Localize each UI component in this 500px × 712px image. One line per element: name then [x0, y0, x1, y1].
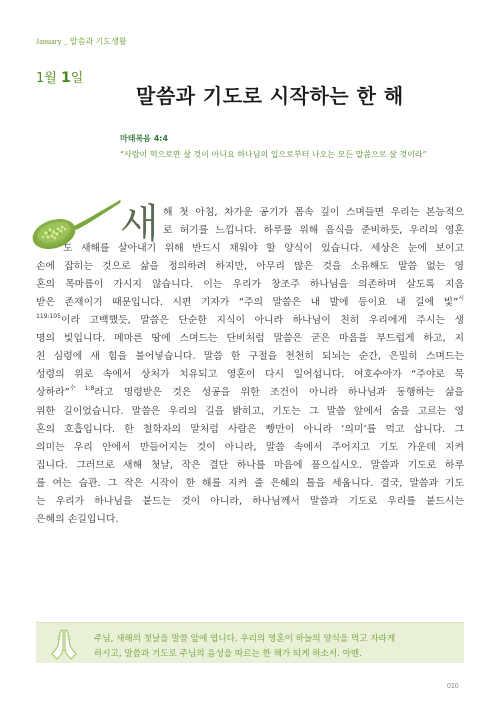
psalm-ref-a: 시 [458, 295, 464, 303]
body-line: 성령의 위로 속에서 상처가 치유되고 영혼이 다시 일어섭니다. 여호수아가 “주야로 묵 [36, 369, 464, 381]
body-line: 은혜의 손길입니다. [36, 513, 119, 525]
day-month: 1월 [36, 71, 57, 86]
body-line: 의미는 우리 안에서 만들어지는 것이 아니라, 말씀 속에서 주어지고 기도 가운데 지켜 [36, 441, 464, 453]
body-line: 혼의 목마름이 가시지 않습니다. 이는 우리가 창조주 하나님을 의존하며 살도록 지음 [36, 279, 464, 291]
body-line-text: 이라 고백했듯, 말씀은 단순한 지식이 아니라 하나님이 친히 우리에게 주시는 생 [60, 315, 464, 327]
body-line: 손에 잡히는 것으로 삶을 정의하려 하지만, 아무리 많은 것을 소유해도 말씀 없는 영 [36, 261, 464, 273]
body-line: 위한 길이었습니다. 말씀은 우리의 길을 밝히고, 기도는 그 말씀 앞에서 숨을 고르는 영 [36, 405, 464, 417]
praying-hands-icon [48, 627, 80, 661]
running-header: January _ 말씀과 기도생활 [36, 37, 127, 46]
day-label [36, 67, 83, 86]
body-text [36, 201, 464, 529]
joshua-ref: 수 1:8 [69, 385, 95, 393]
body-line [36, 294, 464, 312]
prayer-line: 하시고, 말씀과 기도로 주님의 음성을 따르는 한 해가 되게 하소서. 아멘. [94, 649, 362, 659]
body-line: 로 허기를 느낍니다. 하루를 위해 음식을 준비하듯, 우리의 영혼 [163, 225, 464, 237]
body-line: 혼의 호흡입니다. 한 철학자의 말처럼 사람은 빵만이 아니라 ‘의미’를 먹고 삽니다. 그 [36, 423, 464, 435]
body-line [36, 384, 464, 402]
day-number: 1 [60, 70, 71, 86]
body-line-text: 받은 존재이기 때문입니다. 시편 기자가 “주의 말씀은 내 발에 등이요 내 길에 빛” [36, 297, 459, 309]
prayer-line: 주님, 새해의 첫날을 말씀 앞에 엽니다. 우리의 영혼이 하늘의 양식을 먹고 자라게 [94, 634, 396, 644]
body-line: 를 여는 습관. 그 작은 시작이 한 해를 지켜 줄 은혜의 틀을 세웁니다. 결국, 말씀과 기도 [36, 477, 464, 489]
body-line-text: 상하라” [36, 387, 70, 399]
body-line: 집니다. 그러므로 새해 첫날, 작은 결단 하나를 마음에 품으십시오. 말씀과 기도로 하루 [36, 459, 464, 471]
body-line: 도 새해를 살아내기 위해 반드시 채워야 할 양식이 있습니다. 세상은 눈에 보이고 [63, 243, 464, 255]
page-title: 말씀과 기도로 시작하는 한 해 [136, 84, 404, 108]
prayer-text [94, 632, 454, 662]
page-number: 010 [447, 683, 459, 690]
psalm-ref-b: 119:105 [36, 313, 61, 321]
body-line: 해 첫 아침, 차가운 공기가 몸속 깊이 스며들면 우리는 본능적으 [163, 207, 464, 218]
body-line-text: 라고 명령받은 것은 성공을 위한 조건이 아니라 하나님과 동행하는 삶을 [94, 387, 464, 399]
body-line [36, 312, 464, 330]
scripture-reference: 마태복음 4:4 [120, 134, 169, 143]
body-line: 는 우리가 하나님을 붙드는 것이 아니라, 하나님께서 말씀과 기도로 우리를 붙드시는 [36, 495, 464, 507]
body-line: 친 심령에 새 힘을 불어넣습니다. 말씀 한 구절을 천천히 되뇌는 순간, 은밀히 스며드는 [36, 351, 464, 363]
prayer-box [36, 622, 464, 663]
drop-cap: 새 [120, 201, 159, 247]
day-suffix: 일 [70, 71, 84, 86]
body-line: 명의 빛입니다. 메마른 땅에 스며드는 단비처럼 말씀은 굳은 마음을 부드럽게 하고, 지 [36, 333, 464, 345]
scripture-quote: “사람이 떡으로만 살 것이 아니요 하나님의 입으로부터 나오는 모든 말씀으로 살 것이라” [120, 150, 427, 159]
